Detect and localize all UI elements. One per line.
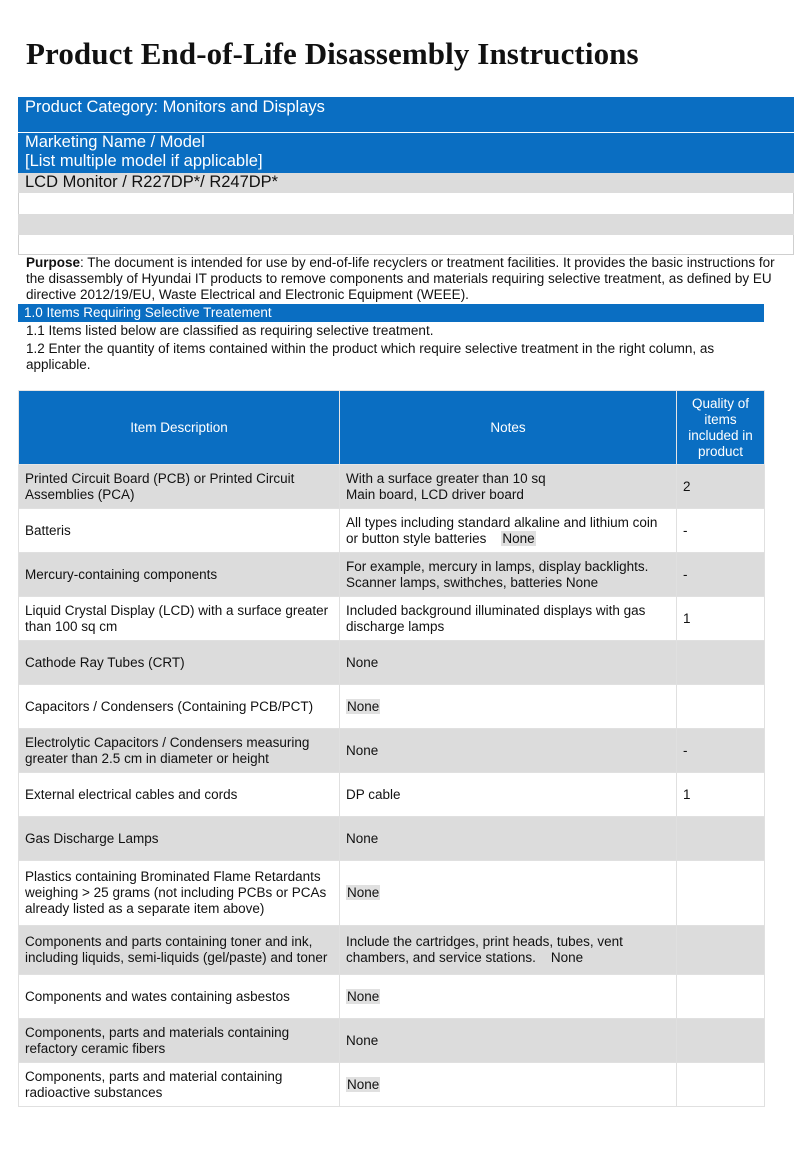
- item-notes: DP cable: [340, 773, 677, 817]
- model-label-line1: Marketing Name / Model: [25, 133, 205, 151]
- item-description: Plastics containing Brominated Flame Retardants weighing > 25 grams (not including PCBs or PCAs already listed as a separate item above): [19, 861, 340, 926]
- purpose-paragraph: [26, 255, 786, 303]
- table-row: [19, 685, 765, 729]
- item-notes: [340, 1063, 677, 1107]
- notes-text: All types including standard alkaline and lithium coin or button style batteries: [346, 514, 658, 546]
- none-value: None: [347, 988, 380, 1004]
- item-quantity: [677, 1019, 765, 1063]
- table-row: [19, 465, 765, 509]
- none-value: None: [347, 885, 380, 900]
- item-description: Cathode Ray Tubes (CRT): [19, 641, 340, 685]
- table-row: [19, 817, 765, 861]
- table-row: [19, 1063, 765, 1107]
- table-row: [19, 773, 765, 817]
- item-quantity: -: [677, 509, 765, 553]
- model-label-line2: [List multiple model if applicable]: [25, 152, 263, 170]
- none-value: None: [565, 574, 599, 590]
- item-quantity: [677, 926, 765, 975]
- item-quantity: -: [677, 553, 765, 597]
- item-description: Gas Discharge Lamps: [19, 817, 340, 861]
- none-value: None: [550, 950, 584, 965]
- paragraph-1-1: 1.1 Items listed below are classified as requiring selective treatment.: [26, 323, 434, 338]
- item-description: Components, parts and materials containing refactory ceramic fibers: [19, 1019, 340, 1063]
- selective-treatment-table: [18, 390, 765, 1107]
- notes-text: Include the cartridges, print heads, tubes, vent chambers, and service stations.: [346, 934, 623, 965]
- purpose-text: : The document is intended for use by end-of-life recyclers or treatment facilities. It provides the basic instructions for the disassembly of Hyundai IT products to remove components and materials requiring selective treatment, as defined by EU directive 2012/19/EU, Waste Electrical and Electronic Equipment (WEEE).: [26, 255, 775, 302]
- purpose-label: Purpose: [26, 255, 81, 270]
- model-value: LCD Monitor / R227DP*/ R247DP*: [18, 173, 794, 193]
- item-description: Batteris: [19, 509, 340, 553]
- item-description: Components and wates containing asbestos: [19, 975, 340, 1019]
- table-row: [19, 553, 765, 597]
- table-row: [19, 597, 765, 641]
- paragraph-1-2: 1.2 Enter the quantity of items contained within the product which require selective treatment in the right column, as applicable.: [26, 341, 715, 372]
- item-quantity: [677, 861, 765, 926]
- empty-row: [18, 235, 794, 255]
- none-value: None: [347, 698, 380, 714]
- table-row: [19, 729, 765, 773]
- section-heading: 1.0 Items Requiring Selective Treatement: [18, 304, 764, 322]
- item-notes: Included background illuminated displays with gas discharge lamps: [340, 597, 677, 641]
- item-notes: [340, 926, 677, 975]
- item-description: Components, parts and material containing radioactive substances: [19, 1063, 340, 1107]
- item-notes: [340, 975, 677, 1019]
- item-notes: [340, 685, 677, 729]
- empty-row: [18, 193, 794, 214]
- table-row: [19, 975, 765, 1019]
- item-quantity: [677, 1063, 765, 1107]
- item-quantity: [677, 641, 765, 685]
- page-title: Product End-of-Life Disassembly Instructions: [26, 36, 639, 71]
- notes-line: With a surface greater than 10 sq: [346, 470, 546, 486]
- item-quantity: 1: [677, 597, 765, 641]
- item-notes: [340, 465, 677, 509]
- table-row: [19, 641, 765, 685]
- item-quantity: 1: [677, 773, 765, 817]
- item-notes: None: [340, 1019, 677, 1063]
- header-quantity: Quality of items included in product: [677, 391, 765, 465]
- table-row: [19, 1019, 765, 1063]
- item-notes: [340, 553, 677, 597]
- item-description: Printed Circuit Board (PCB) or Printed Circuit Assemblies (PCA): [19, 465, 340, 509]
- item-description: Components and parts containing toner and ink, including liquids, semi-liquids (gel/paste) and toner: [19, 926, 340, 975]
- notes-text: For example, mercury in lamps, display backlights. Scanner lamps, swithches, batteries: [346, 558, 649, 590]
- item-notes: None: [340, 817, 677, 861]
- item-quantity: -: [677, 729, 765, 773]
- item-notes: None: [340, 729, 677, 773]
- item-description: Electrolytic Capacitors / Condensers measuring greater than 2.5 cm in diameter or height: [19, 729, 340, 773]
- item-quantity: [677, 817, 765, 861]
- header-item-description: Item Description: [19, 391, 340, 465]
- product-category-bar: Product Category: Monitors and Displays: [18, 97, 794, 132]
- item-quantity: [677, 685, 765, 729]
- none-value: None: [502, 530, 535, 546]
- item-description: Mercury-containing components: [19, 553, 340, 597]
- item-notes: None: [340, 641, 677, 685]
- item-notes: [340, 861, 677, 926]
- header-notes: Notes: [340, 391, 677, 465]
- item-description: Capacitors / Condensers (Containing PCB/PCT): [19, 685, 340, 729]
- table-row: [19, 509, 765, 553]
- table-row: [19, 926, 765, 975]
- notes-line: Main board, LCD driver board: [346, 486, 524, 502]
- item-quantity: 2: [677, 465, 765, 509]
- item-description: Liquid Crystal Display (LCD) with a surface greater than 100 sq cm: [19, 597, 340, 641]
- item-quantity: [677, 975, 765, 1019]
- none-value: None: [347, 1076, 380, 1092]
- item-description: External electrical cables and cords: [19, 773, 340, 817]
- model-label-bar: [18, 133, 794, 173]
- table-row: [19, 861, 765, 926]
- item-notes: [340, 509, 677, 553]
- table-header-row: [19, 391, 765, 465]
- empty-row: [18, 214, 794, 235]
